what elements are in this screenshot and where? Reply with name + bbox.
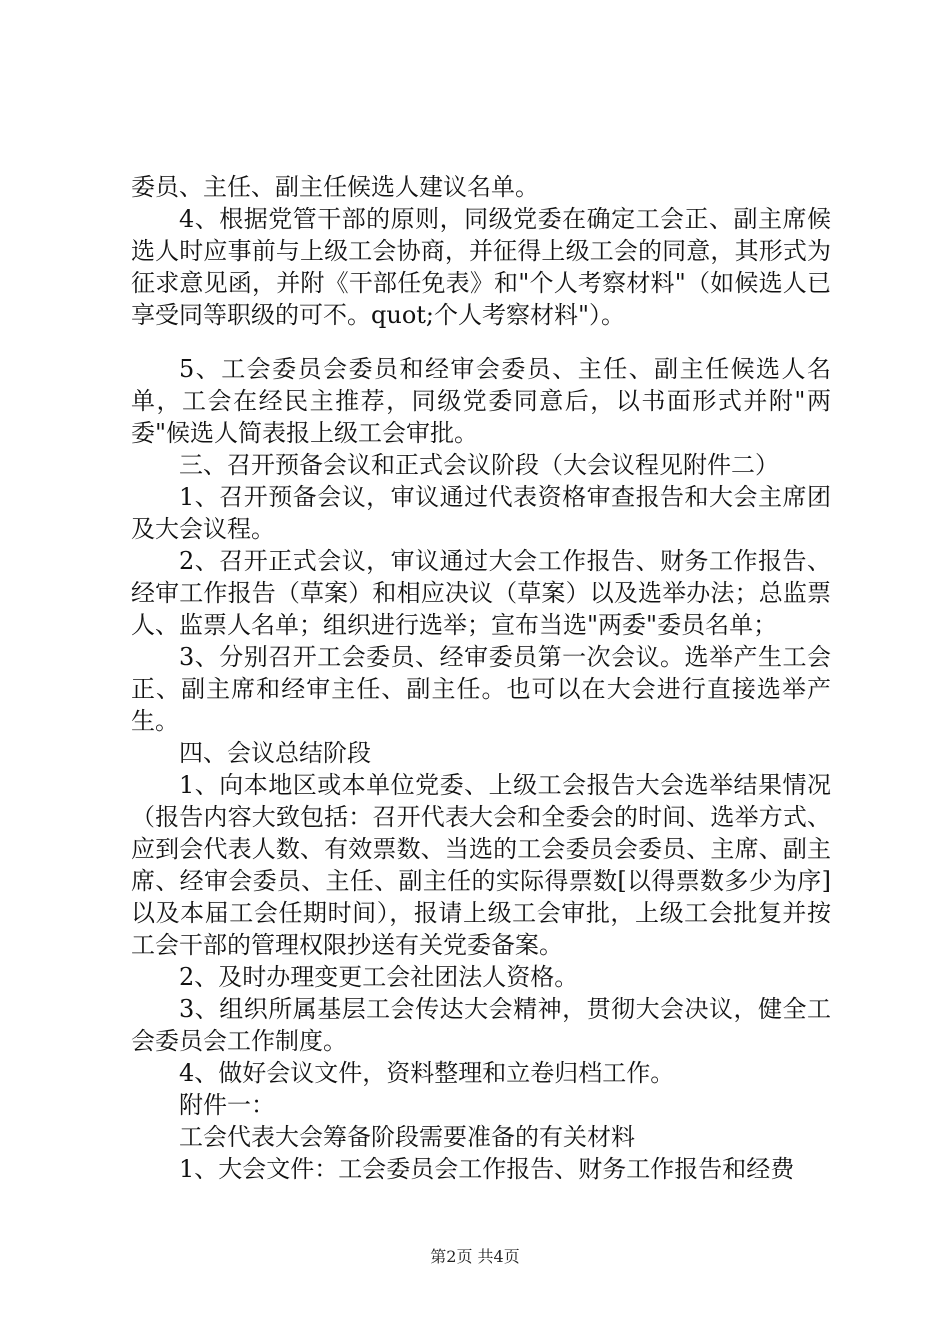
paragraph-12: 4、做好会议文件，资料整理和立卷归档工作。 bbox=[179, 1059, 675, 1087]
attachment-title: 工会代表大会筹备阶段需要准备的有关材料 bbox=[179, 1123, 635, 1151]
paragraph-9: 1、向本地区或本单位党委、上级工会报告大会选举结果情况（报告内容大致包括：召开代表大会和全委会的时间、选举方式、应到会代表人数、有效票数、当选的工会委员会委员、主席、副主席、经审会委员、主任、副主任的实际得票数[以得票数多少为序]以及本届工会任期时间），报请上级工会审批，上级工会批复并按工会干部的管理权限抄送有关党委备案。 bbox=[131, 771, 831, 959]
paragraph-15: 1、大会文件：工会委员会工作报告、财务工作报告和经费 bbox=[179, 1155, 795, 1183]
paragraph-3: 5、工会委员会委员和经审会委员、主任、副主任候选人名单，工会在经民主推荐，同级党委同意后，以书面形式并附"两委"候选人简表报上级工会审批。 bbox=[131, 355, 831, 447]
section-heading-4: 四、会议总结阶段 bbox=[179, 739, 371, 767]
paragraph-10: 2、及时办理变更工会社团法人资格。 bbox=[179, 963, 579, 991]
attachment-label: 附件一： bbox=[179, 1091, 275, 1119]
paragraph-6: 2、召开正式会议，审议通过大会工作报告、财务工作报告、经审工作报告（草案）和相应决议（草案）以及选举办法；总监票人、监票人名单；组织进行选举；宣布当选"两委"委员名单； bbox=[131, 547, 831, 639]
paragraph-7: 3、分别召开工会委员、经审委员第一次会议。选举产生工会正、副主席和经审主任、副主任。也可以在大会进行直接选举产生。 bbox=[131, 643, 831, 735]
section-heading-3: 三、召开预备会议和正式会议阶段（大会议程见附件二） bbox=[179, 451, 779, 479]
paragraph-1: 委员、主任、副主任候选人建议名单。 bbox=[131, 173, 539, 201]
paragraph-2: 4、根据党管干部的原则，同级党委在确定工会正、副主席候选人时应事前与上级工会协商，并征得上级工会的同意，其形式为征求意见函，并附《干部任免表》和"个人考察材料"（如候选人已享受同等职级的可不。quot;个人考察材料"）。 bbox=[131, 205, 831, 329]
paragraph-11: 3、组织所属基层工会传达大会精神，贯彻大会决议，健全工会委员会工作制度。 bbox=[131, 995, 831, 1055]
page-number-footer: 第2页 共4页 bbox=[430, 1247, 520, 1266]
paragraph-5: 1、召开预备会议，审议通过代表资格审查报告和大会主席团及大会议程。 bbox=[131, 483, 831, 543]
paragraph-gap bbox=[131, 331, 831, 353]
document-body bbox=[131, 171, 831, 1185]
